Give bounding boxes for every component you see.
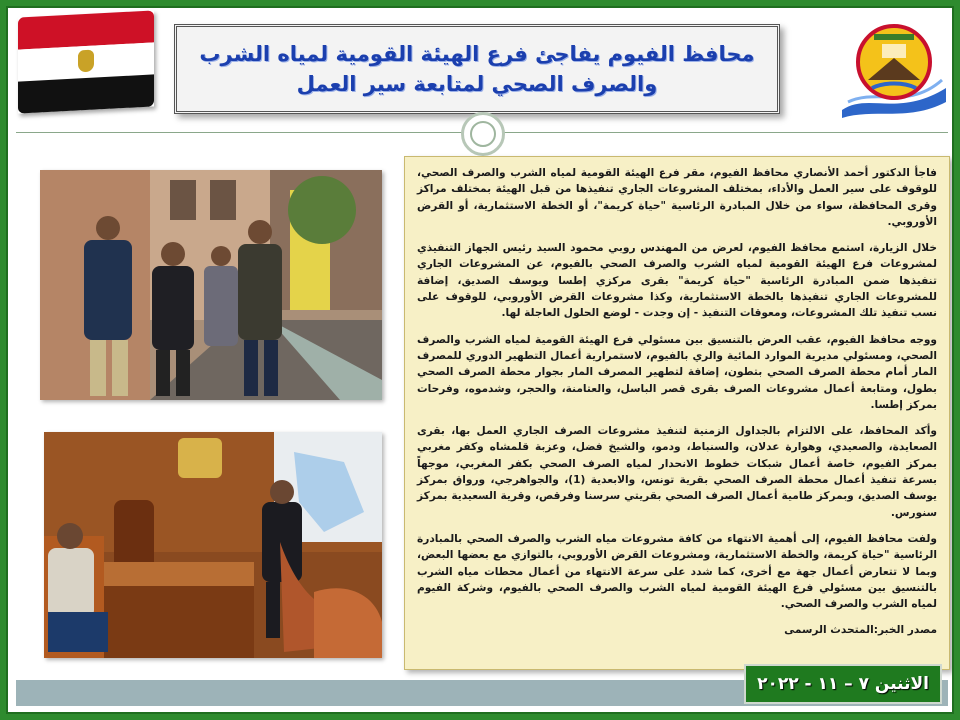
- article-body: [404, 156, 950, 670]
- article-paragraph: خلال الزيارة، استمع محافظ الفيوم، لعرض من المهندس روبي محمود السيد رئيس الجهاز التنفيذي لمشروعات فرع الهيئة القومية لمياه الشرب والصرف الصحي بالفيوم، عن المشروعات الجاري تنفيذها ضمن المبادرة الرئاسية "حياة كريمة" بقرى مركزي إطسا ويوسف الصديق، إضافة للمشروعات الجاري تنفيذها بالخطة الاستثمارية، وكذا مشروعات القرض الأوروبي، للوقوف على نسب تنفيذ تلك المشروعات، ومعوقات التنفيذ - إن وجدت - لوضع الحلول العاجلة لها.: [417, 242, 937, 320]
- date-badge: [744, 664, 942, 704]
- photo-street-visit: [40, 170, 382, 400]
- page-title: محافظ الفيوم يفاجئ فرع الهيئة القومية لمياه الشرب والصرف الصحي لمتابعة سير العمل: [199, 42, 755, 96]
- article-paragraph: فاجأ الدكتور أحمد الأنصاري محافظ الفيوم، مقر فرع الهيئة القومية لمياه الشرب والصرف الصحي، للوقوف على سير العمل والأداء، بمختلف المشروعات الجاري تنفيذها من قبل الهيئة بمختلف مراكز وقرى المحافظة، سواء من خلال المبادرة الرئاسية "حياة كريمة"، أو الخطة الاستثمارية، أو القرض الأوروبي.: [417, 167, 937, 228]
- fayoum-governorate-logo: [838, 18, 950, 122]
- page-frame: [6, 6, 954, 714]
- article-paragraph: ولفت محافظ الفيوم، إلى أهمية الانتهاء من كافة مشروعات مياه الشرب والصرف الصحي بالمبادرة الرئاسية "حياة كريمة، والخطة الاستثمارية، ومشروعات القرض الأوروبي، بالتوازي مع بعضها البعض، وبما لا تتعارض أعمال جهة مع أخرى، كما شدد على سرعة الانتهاء من أعمال محطات مياه الشرب بالتنسيق بين مسئولي فرع الهيئة القومية لمياه الشرب والصرف الصحي بالفيوم، وشركة الفيوم لمياه الشرب والصرف الصحي.: [417, 532, 937, 611]
- headline-box: [174, 24, 780, 114]
- news-source: مصدر الخبر:المتحدث الرسمى: [784, 624, 937, 637]
- date-text: الاثنين ٧ – ١١ - ٢٠٢٢: [757, 674, 929, 694]
- divider-left: [16, 132, 462, 133]
- photo-office-meeting: [44, 432, 382, 658]
- egypt-flag-icon: [18, 10, 154, 113]
- article-paragraph: وأكد المحافظ، على الالتزام بالجداول الزمنية لتنفيذ مشروعات الصرف الجاري العمل بها، بقرى الصعايدة، والصعيدي، وهوارة عدلان، والسنباط، ودمو، والشيخ فضل، وعزبة قلمشاه وكفر مغربي بمركز الفيوم، خاصة أعمال شبكات خطوط الانحدار لمياه الصرف الصحي بكفر المغربي، موجهاً بسرعة تنفيذ أعمال محطة الصرف الصحي بقرية تونس، والابعدية (1)، والجواهرجي، ورواق بمركز يوسف الصديق، وبمركز طامية أعمال الصرف الصحي بقريتي سرسنا وفرقص، وقرية السعيدية بمركز سنورس.: [417, 425, 937, 519]
- divider-right: [504, 132, 948, 133]
- article-paragraph: ووجه محافظ الفيوم، عقب العرض بالتنسيق بين مسئولي فرع الهيئة القومية لمياه الشرب والصرف الصحي، ومسئولي مديرية الموارد المائية والري بالفيوم، لاستمرارية أعمال التطهير الدوري للمصرف المار أمام محطة الصرف الصحي بتطون، إضافة لتطهير المصرف المار بجوار محطة الصرف الصحي بطول، ومتابعة أعمال مشروعات الصرف بقرى قصر الباسل، والعتامنة، والحجر، وشدموه، وفرحات بمركز إطسا.: [417, 333, 937, 411]
- divider-ornament-icon: [461, 112, 505, 156]
